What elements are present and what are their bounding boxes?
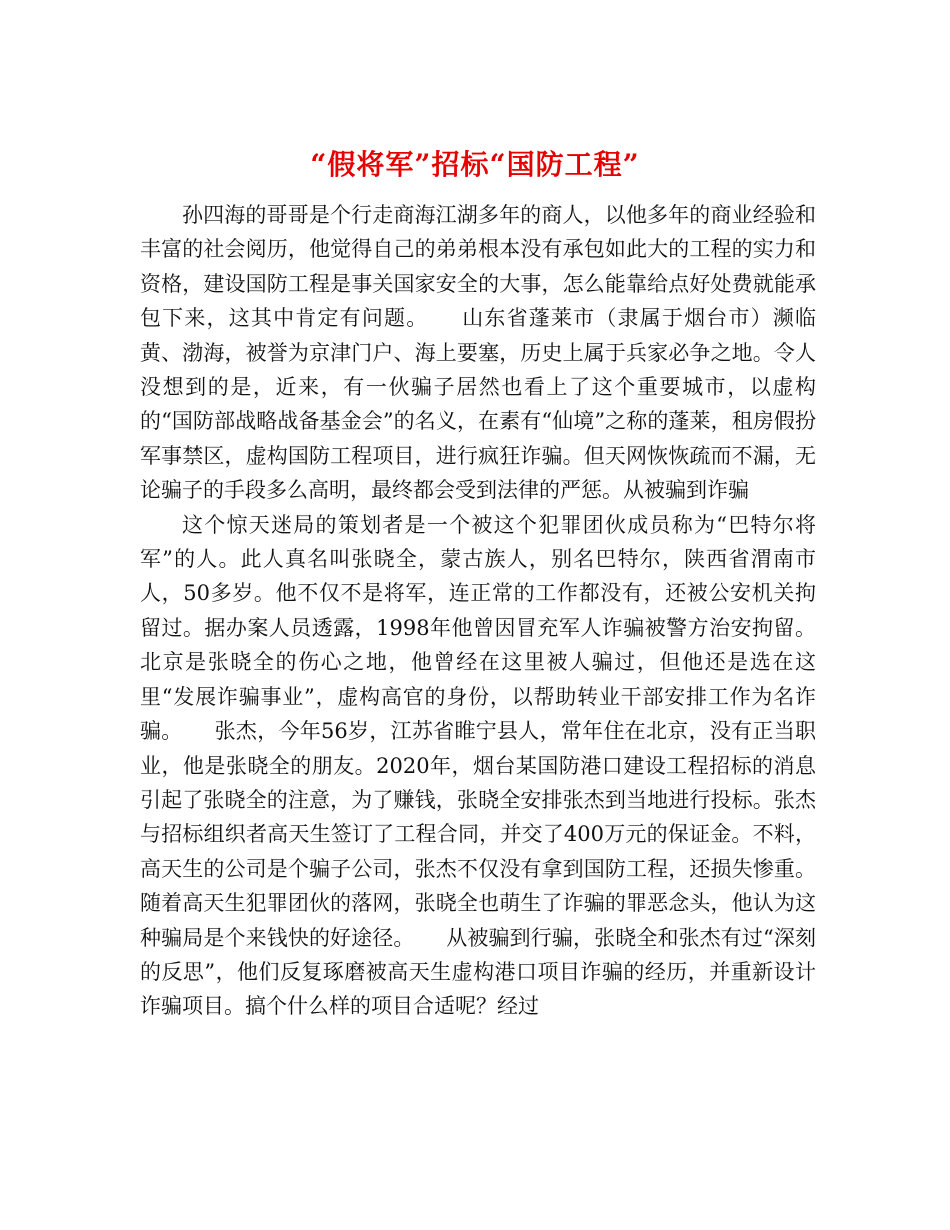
article-paragraph-1: 孙四海的哥哥是个行走商海江湖多年的商人，以他多年的商业经验和丰富的社会阅历，他觉得自己的弟弟根本没有承包如此大的工程的实力和资格，建设国防工程是事关国家安全的大事，怎么能靠给点好处费就能承包下来，这其中肯定有问题。 山东省蓬莱市（隶属于烟台市）濒临黄、渤海，被誉为京津门户、海上要塞，历史上属于兵家必争之地。令人没想到的是，近来，有一伙骗子居然也看上了这个重要城市，以虚构的“国防部战略战备基金会”的名义，在素有“仙境”之称的蓬莱，租房假扮军事禁区，虚构国防工程项目，进行疯狂诈骗。但天网恢恢疏而不漏，无论骗子的手段多么高明，最终都会受到法律的严惩。从被骗到诈骗	[140, 203, 816, 503]
article-paragraph-2: 这个惊天迷局的策划者是一个被这个犯罪团伙成员称为“巴特尔将军”的人。此人真名叫张晓全，蒙古族人，别名巴特尔，陕西省渭南市人，50多岁。他不仅不是将军，连正常的工作都没有，还被公安机关拘留过。据办案人员透露，1998年他曾因冒充军人诈骗被警方治安拘留。北京是张晓全的伤心之地，他曾经在这里被人骗过，但他还是选在这里“发展诈骗事业”，虚构高官的身份，以帮助转业干部安排工作为名诈骗。 张杰，今年56岁，江苏省睢宁县人，常年住在北京，没有正当职业，他是张晓全的朋友。2020年，烟台某国防港口建设工程招标的消息引起了张晓全的注意，为了赚钱，张晓全安排张杰到当地进行投标。张杰与招标组织者高天生签订了工程合同，并交了400万元的保证金。不料，高天生的公司是个骗子公司，张杰不仅没有拿到国防工程，还损失惨重。随着高天生犯罪团伙的落网，张晓全也萌生了诈骗的罪恶念头，他认为这种骗局是个来钱快的好途径。 从被骗到行骗，张晓全和张杰有过“深刻的反思”，他们反复琢磨被高天生虚构港口项目诈骗的经历，并重新设计诈骗项目。搞个什么样的项目合适呢？经过	[140, 512, 816, 1019]
article-body	[140, 198, 816, 1024]
article-title: “假将军”招标“国防工程”	[310, 147, 640, 181]
